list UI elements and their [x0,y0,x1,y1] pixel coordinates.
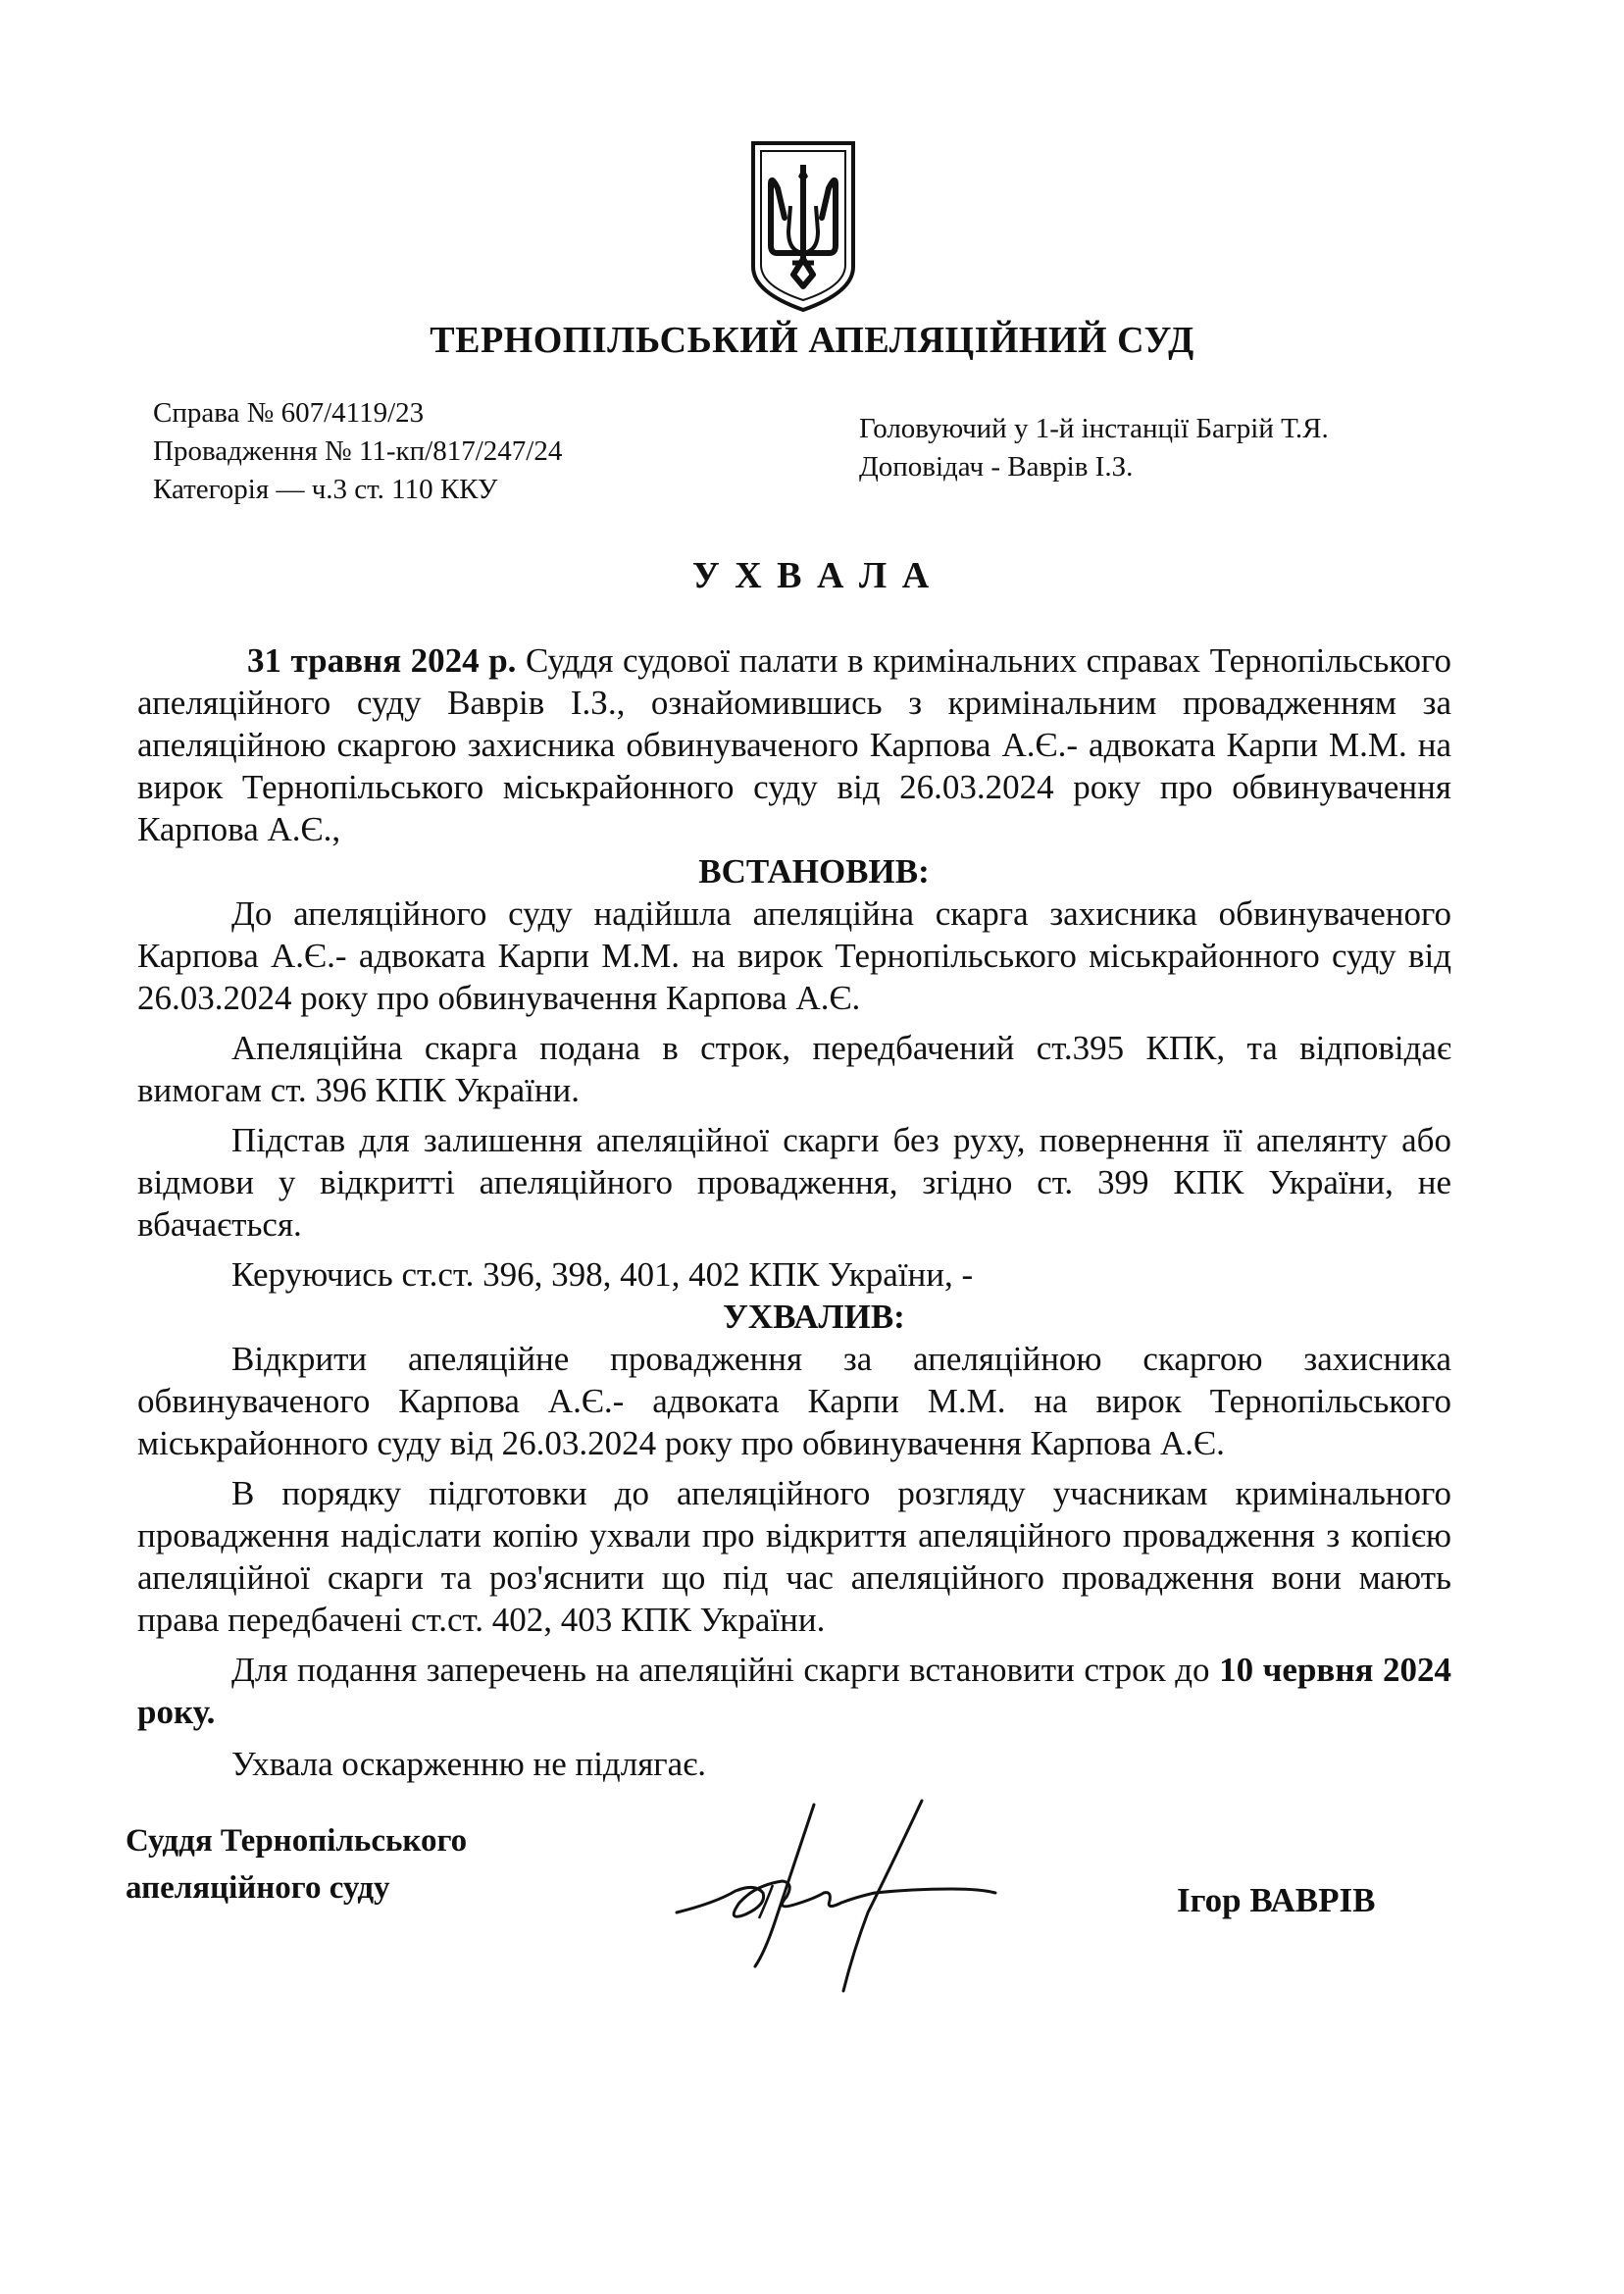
established-paragraph-2: Апеляційна скарга подана в строк, передбачений ст.395 КПК, та відповідає вимогам ст. 396 КПК України. [137,1029,1451,1109]
rapporteur: Доповідач - Ваврів І.З. [859,451,1134,483]
decision-date: 31 травня 2024 р. [247,641,517,680]
deadline-date: 10 червня 2024 року. [137,1651,1451,1731]
established-paragraph-3: Підстав для залишення апеляційної скарги без руху, повернення її апелянту або відмови у відкритті апеляційного провадження, згідно ст. 399 КПК України, не вбачається. [137,1121,1451,1244]
handwritten-signature-icon [657,1795,1010,2001]
case-info-left [153,394,562,509]
document-body [137,639,1451,1785]
established-paragraph-1: До апеляційного суду надійшла апеляційна скарга захисника обвинуваченого Карпова А.Є.- адвоката Карпи М.М. на вирок Тернопільського міськрайонного суду від 26.03.2024 року про обвинувачення Карпова А.Є. [137,894,1451,1017]
trident-coat-of-arms-icon [747,137,859,314]
intro-text: Суддя судової палати в кримінальних справах Тернопільського апеляційного суду Ваврів І.З., ознайомившись з кримінальним провадженням за апеляційною скаргою захисника обвинуваченого Карпова А.Є.- адвоката Карпи М.М. на вирок Тернопільського міськрайонного суду від 26.03.2024 року про обвинувачення Карпова А.Є., [137,641,1451,848]
case-category: Категорія — ч.3 ст. 110 ККУ [153,474,498,505]
deadline-paragraph [137,1649,1451,1733]
signer-title [126,1817,467,1912]
intro-paragraph [137,639,1451,850]
signer-name: Ігор ВАВРІВ [1177,1881,1376,1919]
signer-title-line-1: Суддя Тернопільського [126,1823,468,1859]
established-heading: ВСТАНОВИВ: [698,852,930,891]
deadline-text: Для подання заперечень на апеляційні скарги встановити строк до [231,1651,1220,1689]
resolved-paragraph-1: Відкрити апеляційне провадження за апеляційною скаргою захисника обвинуваченого Карпова А.Є.- адвоката Карпи М.М. на вирок Тернопільського міськрайонного суду від 26.03.2024 року про обвинувачення Карпова А.Є. [137,1340,1451,1462]
document-title: У Х В А Л А [691,555,933,596]
established-paragraph-4: Керуючись ст.ст. 396, 398, 401, 402 КПК України, - [231,1255,974,1294]
resolved-paragraph-2: В порядку підготовки до апеляційного розгляду учасникам кримінального провадження надіслати копію ухвали про відкриття апеляційного провадження з копією апеляційної скарги та роз'яснити що під час апеляційного провадження вони мають права передбачені ст.ст. 402, 403 КПК України. [137,1474,1451,1639]
signer-title-line-2: апеляційного суду [126,1870,390,1906]
resolved-heading: УХВАЛИВ: [723,1298,905,1336]
signature-mark [657,1795,1010,2001]
case-number: Справа № 607/4119/23 [153,397,425,429]
final-note: Ухвала оскарженню не підлягає. [231,1745,706,1783]
case-info-right [859,410,1329,486]
coat-of-arms-emblem [747,137,859,314]
proceeding-number: Провадження № 11-кп/817/247/24 [153,435,563,467]
court-name: ТЕРНОПІЛЬСЬКИЙ АПЕЛЯЦІЙНИЙ СУД [430,320,1194,361]
presiding-first-instance: Головуючий у 1-й інстанції Багрій Т.Я. [859,413,1329,444]
